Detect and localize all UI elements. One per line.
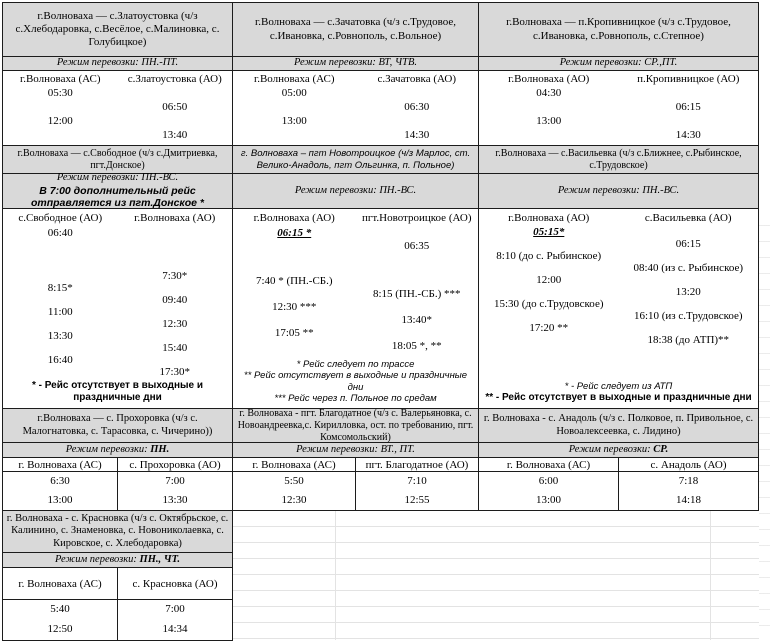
service-days-label: Режим перевозки: bbox=[296, 443, 378, 455]
time-cell-destination: 13:30 bbox=[117, 491, 232, 510]
time-row bbox=[233, 129, 478, 143]
service-days bbox=[3, 553, 232, 568]
time-row bbox=[479, 472, 758, 491]
time-cell-destination: 7:18 bbox=[618, 472, 758, 491]
time-cell-origin: 8:15* bbox=[47, 282, 73, 295]
column-header-destination: с.Зачатовка (АО) bbox=[377, 73, 457, 85]
time-row bbox=[479, 263, 758, 275]
time-cell-destination: 06:15 bbox=[675, 101, 701, 114]
service-days bbox=[233, 174, 478, 209]
schedule-section bbox=[478, 145, 759, 409]
time-row bbox=[233, 87, 478, 101]
column-headers bbox=[479, 71, 758, 87]
service-days bbox=[479, 57, 758, 71]
time-cell-origin: 15:30 (до с.Трудовское) bbox=[494, 298, 604, 311]
spreadsheet-column-line bbox=[335, 511, 336, 640]
time-cell-origin: 05:15* bbox=[533, 226, 565, 239]
service-days-value: ПН.-ПТ. bbox=[141, 57, 179, 69]
footnote-line: *** Рейс через п. Польное по средам bbox=[274, 392, 437, 404]
time-cell-origin bbox=[233, 288, 356, 301]
column-header-destination: с.Златоустовка (АО) bbox=[127, 73, 222, 85]
time-row bbox=[479, 129, 758, 143]
time-cell-destination: 06:35 bbox=[404, 239, 430, 252]
time-cell-origin: 16:40 bbox=[47, 354, 73, 367]
time-cell-origin: 05:00 bbox=[281, 87, 307, 100]
column-header-destination: с. Прохоровка (АО) bbox=[117, 458, 232, 471]
time-cell-destination: 14:30 bbox=[675, 129, 701, 142]
service-days-line bbox=[295, 185, 416, 198]
schedule-section bbox=[2, 2, 233, 146]
time-cell-origin: 12:00 bbox=[536, 274, 562, 287]
time-cell-destination: 7:00 bbox=[117, 472, 232, 491]
footnotes bbox=[233, 358, 478, 408]
time-row bbox=[3, 491, 232, 510]
time-row bbox=[479, 275, 758, 287]
time-cell-origin bbox=[233, 314, 356, 327]
departure-times bbox=[3, 600, 232, 640]
time-cell-destination bbox=[619, 87, 759, 101]
route-title: г.Волноваха — с.Свободное (ч/з с.Дмитриевка, пгт.Донское) bbox=[3, 146, 232, 174]
time-cell-origin bbox=[233, 101, 356, 115]
time-row bbox=[233, 240, 478, 253]
service-days-label: Режим перевозки: bbox=[55, 553, 137, 565]
time-cell-destination: 13:20 bbox=[675, 286, 701, 299]
service-days-line bbox=[560, 57, 678, 70]
time-cell-destination bbox=[356, 227, 479, 240]
route-title: г.Волноваха — с.Зачатовка (ч/з с.Трудовое, с.Ивановка, с.Ровнополь, с.Вольное) bbox=[233, 3, 478, 57]
route-title: г. Волноваха - пгт. Благодатное (ч/з с. Валерьяновка, с. Новоандреевка,с. Кирилловка, ост. по требованию, пгт. Комсомольский) bbox=[233, 409, 478, 443]
column-headers bbox=[479, 209, 758, 227]
time-row bbox=[3, 283, 232, 295]
time-row bbox=[233, 314, 478, 327]
column-header-origin: г.Волноваха (АО) bbox=[508, 73, 590, 85]
time-row bbox=[479, 115, 758, 129]
time-cell-origin bbox=[479, 311, 619, 323]
time-row bbox=[479, 239, 758, 251]
time-cell-destination: 8:15 (ПН.-СБ.) *** bbox=[372, 287, 461, 300]
time-row bbox=[479, 323, 758, 335]
time-row bbox=[479, 335, 758, 347]
service-days bbox=[233, 443, 478, 458]
time-cell-origin: 06:40 bbox=[47, 227, 73, 240]
time-cell-destination bbox=[118, 307, 233, 319]
time-cell-destination: 08:40 (из с. Рыбинское) bbox=[633, 262, 744, 275]
time-row bbox=[479, 101, 758, 115]
time-row bbox=[3, 367, 232, 379]
time-cell-destination bbox=[118, 115, 233, 129]
time-cell-destination: 16:10 (из с.Трудовское) bbox=[633, 310, 743, 323]
service-days-value: ВТ., ПТ. bbox=[380, 443, 415, 455]
time-cell-origin bbox=[233, 240, 356, 253]
service-days-line bbox=[569, 444, 669, 457]
time-cell-origin bbox=[3, 271, 118, 283]
time-row bbox=[479, 87, 758, 101]
times-spacer bbox=[233, 253, 478, 275]
spreadsheet-column-line bbox=[710, 511, 711, 640]
schedule-section bbox=[2, 408, 233, 511]
time-cell-origin: 13:30 bbox=[47, 330, 73, 343]
schedule-section bbox=[478, 408, 759, 511]
time-cell-origin: 6:30 bbox=[50, 474, 70, 487]
time-cell-origin: 12:00 bbox=[47, 115, 73, 128]
time-row bbox=[479, 287, 758, 299]
time-row bbox=[479, 251, 758, 263]
time-cell-destination bbox=[619, 227, 759, 239]
time-cell-origin: 5:40 bbox=[50, 603, 70, 616]
footnotes bbox=[479, 380, 758, 408]
time-cell-origin: 04:30 bbox=[536, 87, 562, 100]
time-row bbox=[3, 87, 232, 101]
time-cell-origin bbox=[3, 101, 118, 115]
schedule-section bbox=[232, 2, 479, 146]
departure-times bbox=[233, 87, 478, 145]
time-cell-origin: 13:00 bbox=[281, 115, 307, 128]
footnote-line: * - Рейс следует из АТП bbox=[564, 381, 673, 392]
route-title: г. Волноваха – пгт Новотроицкое (ч/з Марлос, ст. Велико-Анадоль, пгт Ольгинка, п. Польное) bbox=[233, 146, 478, 174]
column-header-destination: с. Анадоль (АО) bbox=[618, 458, 758, 471]
departure-times bbox=[479, 87, 758, 145]
column-header-origin: с.Свободное (АО) bbox=[18, 212, 103, 224]
column-header-destination: с. Красновка (АО) bbox=[117, 568, 232, 599]
time-cell-destination bbox=[118, 227, 233, 241]
time-cell-destination bbox=[118, 87, 233, 101]
time-cell-destination bbox=[118, 331, 233, 343]
time-cell-destination: 14:34 bbox=[117, 620, 232, 640]
departure-times bbox=[3, 227, 232, 408]
footnotes bbox=[3, 379, 232, 408]
time-row bbox=[3, 295, 232, 307]
time-row bbox=[479, 311, 758, 323]
time-row bbox=[479, 491, 758, 510]
time-row bbox=[3, 129, 232, 143]
column-header-origin: г.Волноваха (АО) bbox=[253, 212, 335, 224]
time-cell-destination bbox=[356, 87, 479, 101]
service-days-label: Режим перевозки: bbox=[56, 57, 139, 69]
time-cell-origin bbox=[479, 263, 619, 275]
time-cell-origin: 17:20 ** bbox=[529, 322, 569, 335]
service-days-label: Режим перевозки: bbox=[568, 443, 651, 455]
service-days-value: ПН., ЧТ. bbox=[139, 553, 180, 565]
column-headers bbox=[233, 209, 478, 227]
time-cell-destination bbox=[118, 283, 233, 295]
time-cell-origin: 7:40 * (ПН.-СБ.) bbox=[255, 274, 333, 287]
time-cell-destination: 7:30* bbox=[162, 270, 188, 283]
column-header-origin: г. Волноваха (АС) bbox=[506, 458, 591, 471]
time-cell-destination bbox=[619, 115, 759, 129]
time-cell-destination: 12:30 bbox=[162, 318, 188, 331]
route-title: г.Волноваха — с.Златоустовка (ч/з с.Хлебодаровка, с.Весёлое, с.Малиновка, с. Голубицкое) bbox=[3, 3, 232, 57]
time-row bbox=[233, 101, 478, 115]
column-headers bbox=[3, 71, 232, 87]
time-cell-destination: 06:15 bbox=[675, 238, 701, 251]
time-row bbox=[3, 307, 232, 319]
service-days-label: Режим перевозки: bbox=[294, 184, 377, 196]
time-cell-destination: 09:40 bbox=[162, 294, 188, 307]
column-header-origin: г.Волноваха (АС) bbox=[253, 73, 335, 85]
service-days-value: ПН.-ВС. bbox=[141, 172, 179, 184]
service-days-label: Режим перевозки: bbox=[557, 184, 640, 196]
time-row bbox=[233, 327, 478, 340]
time-row bbox=[233, 491, 478, 510]
route-title: г. Волноваха - с. Красновка (ч/з с. Октябрьское, с. Калинино, с. Знаменовка, с. Новониколаевка, с. Кировское, с. Хлебодаровка) bbox=[3, 511, 232, 553]
service-days-line bbox=[558, 185, 679, 198]
time-cell-destination bbox=[619, 323, 759, 335]
column-headers bbox=[233, 71, 478, 87]
service-days-value: СР.,ПТ. bbox=[644, 57, 678, 69]
time-row bbox=[3, 331, 232, 343]
time-cell-origin bbox=[233, 340, 356, 353]
service-days-label: Режим перевозки: bbox=[293, 57, 376, 69]
time-cell-origin: 6:00 bbox=[538, 474, 559, 487]
time-cell-origin: 17:05 ** bbox=[274, 326, 314, 339]
time-cell-origin bbox=[479, 129, 619, 143]
time-row bbox=[233, 275, 478, 288]
time-cell-origin: 13:00 bbox=[535, 493, 562, 506]
time-row bbox=[479, 227, 758, 239]
time-cell-origin: 5:50 bbox=[284, 474, 304, 487]
service-days-line bbox=[66, 444, 169, 457]
departure-times bbox=[3, 472, 232, 510]
route-title: г.Волноваха — с. Прохоровка (ч/з с. Малогнатовка, с. Тарасовка, с. Чичерино)) bbox=[3, 409, 232, 443]
route-title: г.Волноваха — п.Кропивницкое (ч/з с.Трудовое, с.Ивановка, с.Ровнополь, с.Степное) bbox=[479, 3, 758, 57]
service-days-label: Режим перевозки: bbox=[65, 443, 148, 455]
time-cell-destination: 14:30 bbox=[404, 129, 430, 142]
time-cell-destination: 13:40* bbox=[401, 313, 433, 326]
time-cell-destination bbox=[619, 299, 759, 311]
time-cell-origin: 05:30 bbox=[47, 87, 73, 100]
route-title: г.Волноваха — с.Васильевка (ч/з с.Ближнее, с.Рыбинское, с.Трудовское) bbox=[479, 146, 758, 174]
time-cell-origin: 11:00 bbox=[47, 306, 73, 319]
service-days-label: Режим перевозки: bbox=[559, 57, 642, 69]
time-cell-destination: 7:00 bbox=[117, 600, 232, 620]
time-row bbox=[233, 227, 478, 240]
column-header-origin: г.Волноваха (АС) bbox=[19, 73, 101, 85]
time-row bbox=[3, 343, 232, 355]
column-header-destination: с.Васильевка (АО) bbox=[644, 212, 732, 224]
time-cell-destination: 7:10 bbox=[355, 472, 478, 491]
route-title: г. Волноваха - с. Анадоль (ч/з с. Полковое, п. Привольное, с. Новоалексеевка, с. Лидино) bbox=[479, 409, 758, 443]
service-days-line bbox=[57, 57, 178, 70]
times-spacer bbox=[3, 241, 232, 271]
time-cell-origin: 13:00 bbox=[47, 493, 73, 506]
time-cell-destination bbox=[619, 251, 759, 263]
time-cell-origin: 12:30 *** bbox=[272, 300, 317, 313]
service-days bbox=[3, 57, 232, 71]
time-row bbox=[233, 288, 478, 301]
time-cell-destination bbox=[356, 275, 479, 288]
time-cell-destination bbox=[356, 301, 479, 314]
time-cell-origin bbox=[3, 343, 118, 355]
column-header-origin: г.Волноваха (АО) bbox=[508, 212, 590, 224]
schedule-section bbox=[2, 510, 233, 641]
time-cell-destination: 13:40 bbox=[162, 129, 188, 142]
departure-times bbox=[233, 227, 478, 408]
time-cell-origin bbox=[479, 335, 619, 347]
column-headers bbox=[3, 458, 232, 472]
time-cell-origin bbox=[479, 287, 619, 299]
column-headers bbox=[233, 458, 478, 472]
departure-times bbox=[479, 227, 758, 408]
time-row bbox=[3, 620, 232, 640]
time-cell-destination bbox=[356, 115, 479, 129]
time-cell-origin bbox=[3, 295, 118, 307]
time-cell-destination: 18:05 *, ** bbox=[391, 339, 442, 352]
footnote-line: ** Рейс отсутствует в выходные и праздничные дни bbox=[243, 370, 468, 393]
service-days bbox=[233, 57, 478, 71]
time-row bbox=[3, 600, 232, 620]
column-headers bbox=[479, 458, 758, 472]
time-row bbox=[233, 301, 478, 314]
time-cell-origin: 12:50 bbox=[47, 623, 73, 636]
time-cell-destination: 06:30 bbox=[404, 101, 430, 114]
time-cell-origin: 12:30 bbox=[281, 493, 307, 506]
time-cell-destination: 15:40 bbox=[162, 342, 188, 355]
time-cell-destination: 06:50 bbox=[162, 101, 188, 114]
time-row bbox=[233, 115, 478, 129]
time-cell-destination bbox=[619, 275, 759, 287]
footnote-line: * - Рейс отсутствует в выходные и праздничные дни bbox=[31, 380, 204, 404]
departure-times bbox=[479, 472, 758, 510]
time-row bbox=[233, 472, 478, 491]
service-days-note: В 7:00 дополнительный рейс отправляется из пгт.Донское * bbox=[30, 184, 205, 210]
schedule-section bbox=[232, 145, 479, 409]
footnote-line: ** - Рейс отсутствует в выходные и праздничные дни bbox=[485, 392, 752, 404]
service-days-line bbox=[57, 172, 178, 185]
service-days-value: СР. bbox=[653, 443, 669, 455]
time-row bbox=[233, 340, 478, 353]
service-days-value: ПН.-ВС. bbox=[379, 184, 417, 196]
time-row bbox=[3, 271, 232, 283]
spreadsheet-gridlines bbox=[233, 511, 759, 640]
time-cell-origin bbox=[479, 239, 619, 251]
service-days bbox=[479, 174, 758, 209]
time-cell-destination bbox=[356, 327, 479, 340]
time-cell-origin: 13:00 bbox=[536, 115, 562, 128]
service-days bbox=[3, 443, 232, 458]
time-cell-destination: 12:55 bbox=[355, 491, 478, 510]
column-header-destination: г.Волноваха (АО) bbox=[134, 212, 216, 224]
service-days bbox=[3, 174, 232, 209]
time-cell-origin bbox=[3, 129, 118, 143]
service-days-value: ПН. bbox=[150, 443, 170, 455]
service-days-line bbox=[294, 57, 417, 70]
time-cell-origin bbox=[479, 101, 619, 115]
time-cell-destination: 17:30* bbox=[159, 366, 191, 379]
schedule-section bbox=[232, 408, 479, 511]
time-cell-destination bbox=[118, 355, 233, 367]
column-header-origin: г. Волноваха (АС) bbox=[18, 577, 102, 590]
departure-times bbox=[233, 472, 478, 510]
time-row bbox=[3, 472, 232, 491]
spreadsheet-gridlines bbox=[759, 210, 770, 640]
service-days-value: ПН.-ВС. bbox=[642, 184, 680, 196]
time-cell-origin bbox=[3, 319, 118, 331]
column-headers bbox=[3, 209, 232, 227]
footnote-line: * Рейс следует по трассе bbox=[296, 359, 415, 371]
time-cell-origin: 06:15 * bbox=[277, 226, 312, 239]
service-days bbox=[479, 443, 758, 458]
time-row bbox=[479, 299, 758, 311]
time-cell-destination: 14:18 bbox=[618, 491, 758, 510]
time-cell-origin bbox=[3, 367, 118, 379]
time-row bbox=[3, 227, 232, 241]
departure-times bbox=[3, 87, 232, 145]
service-days-value: ВТ, ЧТВ. bbox=[378, 57, 417, 69]
time-cell-origin bbox=[233, 129, 356, 143]
column-header-destination: пгт.Новотроицкое (АО) bbox=[362, 212, 472, 224]
column-header-destination: пгт. Благодатное (АО) bbox=[355, 458, 478, 471]
time-cell-destination: 18:38 (до АТП)** bbox=[647, 334, 730, 347]
time-row bbox=[3, 319, 232, 331]
column-header-origin: г. Волноваха (АС) bbox=[18, 458, 102, 471]
time-cell-origin: 8:10 (до с. Рыбинское) bbox=[496, 250, 602, 263]
service-days-line bbox=[55, 554, 180, 567]
service-days-label: Режим перевозки: bbox=[56, 172, 139, 184]
column-header-origin: г. Волноваха (АС) bbox=[252, 458, 336, 471]
time-row bbox=[3, 115, 232, 129]
service-days-line bbox=[296, 444, 415, 457]
time-row bbox=[3, 101, 232, 115]
column-headers bbox=[3, 568, 232, 600]
schedule-section bbox=[478, 2, 759, 146]
time-row bbox=[3, 355, 232, 367]
schedule-section bbox=[2, 145, 233, 409]
column-header-destination: п.Кропивницкое (АО) bbox=[637, 73, 740, 85]
